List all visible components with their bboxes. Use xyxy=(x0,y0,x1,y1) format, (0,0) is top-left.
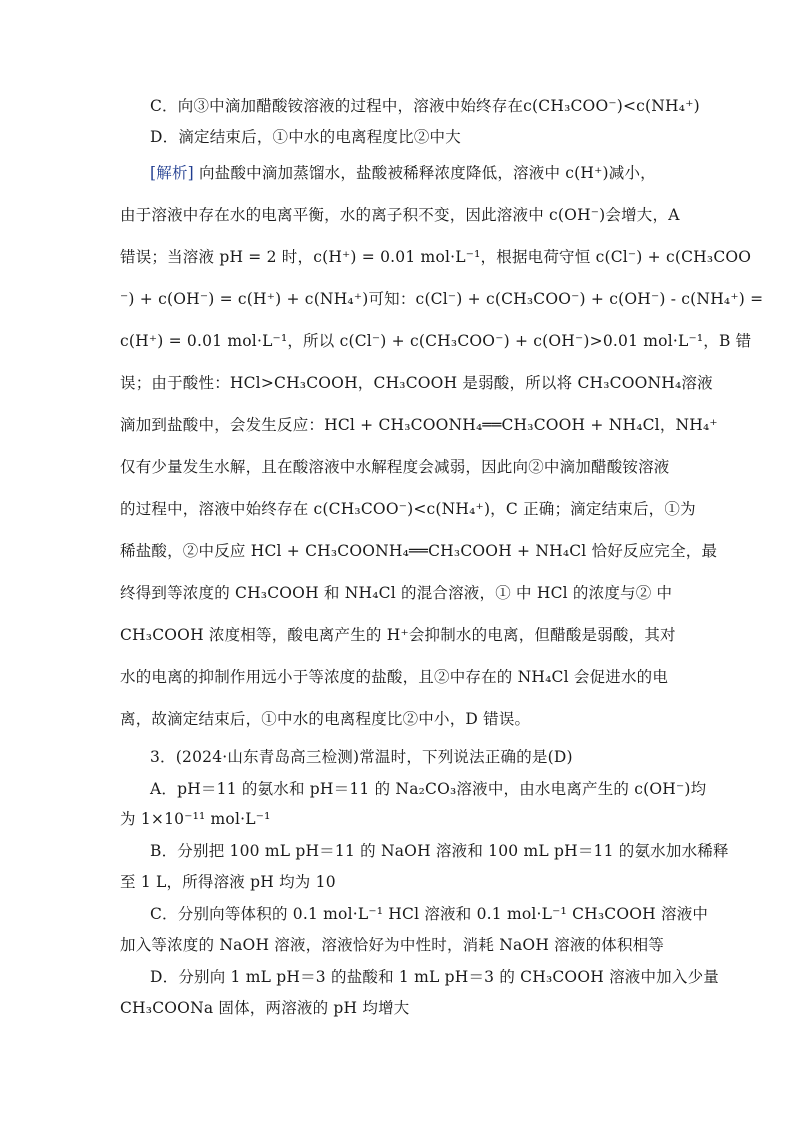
analysis-line-14: 离，故滴定结束后，①中水的电离程度比②中小，D 错误。 xyxy=(120,710,531,728)
option-c-line: C．向③中滴加醋酸铵溶液的过程中，溶液中始终存在c(CH₃COO⁻)<c(NH₄⁺) xyxy=(150,97,700,115)
analysis-line-9: 的过程中，溶液中始终存在 c(CH₃COO⁻)<c(NH₄⁺)，C 正确；滴定结束后，①为 xyxy=(120,500,696,518)
analysis-line-6: 误；由于酸性：HCl>CH₃COOH，CH₃COOH 是弱酸，所以将 CH₃COONH₄溶液 xyxy=(120,374,713,392)
option-d3-line-1: D．分别向 1 mL pH＝3 的盐酸和 1 mL pH＝3 的 CH₃COOH 溶液中加入少量 xyxy=(150,968,719,986)
option-b-line-1: B．分别把 100 mL pH＝11 的 NaOH 溶液和 100 mL pH＝11 的氨水加水稀释 xyxy=(150,842,729,860)
analysis-tag: [解析] xyxy=(150,164,194,182)
option-a-line-2: 为 1×10⁻¹¹ mol·L⁻¹ xyxy=(120,810,271,828)
option-b-line-2: 至 1 L，所得溶液 pH 均为 10 xyxy=(120,873,336,891)
analysis-line-12: CH₃COOH 浓度相等，酸电离产生的 H⁺会抑制水的电离，但醋酸是弱酸，其对 xyxy=(120,626,676,644)
question-3-stem: 3．(2024·山东青岛高三检测)常温时，下列说法正确的是(D) xyxy=(150,748,573,766)
option-a-line-1: A．pH＝11 的氨水和 pH＝11 的 Na₂CO₃溶液中，由水电离产生的 c(OH⁻)均 xyxy=(150,780,707,798)
analysis-line-8: 仅有少量发生水解，且在酸溶液中水解程度会减弱，因此向②中滴加醋酸铵溶液 xyxy=(120,458,670,476)
analysis-line-3: 错误；当溶液 pH = 2 时，c(H⁺) = 0.01 mol·L⁻¹，根据电荷守恒 c(Cl⁻) + c(CH₃COO xyxy=(120,248,752,266)
option-c3-line-2: 加入等浓度的 NaOH 溶液，溶液恰好为中性时，消耗 NaOH 溶液的体积相等 xyxy=(120,936,665,954)
option-d-line: D．滴定结束后，①中水的电离程度比②中大 xyxy=(150,128,461,146)
analysis-line-10: 稀盐酸，②中反应 HCl + CH₃COONH₄══CH₃COOH + NH₄Cl 恰好反应完全，最 xyxy=(120,542,718,560)
analysis-line-1 xyxy=(150,163,680,183)
analysis-line-11: 终得到等浓度的 CH₃COOH 和 NH₄Cl 的混合溶液，① 中 HCl 的浓度与② 中 xyxy=(120,584,673,602)
option-d3-line-2: CH₃COONa 固体，两溶液的 pH 均增大 xyxy=(120,999,410,1017)
analysis-line-2: 由于溶液中存在水的电离平衡，水的离子积不变，因此溶液中 c(OH⁻)会增大，A xyxy=(120,206,680,224)
analysis-line-13: 水的电离的抑制作用远小于等浓度的盐酸，且②中存在的 NH₄Cl 会促进水的电 xyxy=(120,668,669,686)
analysis-text: 向盐酸中滴加蒸馏水，盐酸被稀释浓度降低，溶液中 c(H⁺)减小， xyxy=(199,164,656,182)
analysis-line-7: 滴加到盐酸中，会发生反应：HCl + CH₃COONH₄══CH₃COOH + NH₄Cl，NH₄⁺ xyxy=(120,416,718,434)
analysis-line-4: ⁻) + c(OH⁻) = c(H⁺) + c(NH₄⁺)可知：c(Cl⁻) + c(CH₃COO⁻) + c(OH⁻) - c(NH₄⁺) = xyxy=(120,290,764,308)
option-c3-line-1: C．分别向等体积的 0.1 mol·L⁻¹ HCl 溶液和 0.1 mol·L⁻¹ CH₃COOH 溶液中 xyxy=(150,905,709,923)
analysis-line-5: c(H⁺) = 0.01 mol·L⁻¹，所以 c(Cl⁻) + c(CH₃COO⁻) + c(OH⁻)>0.01 mol·L⁻¹，B 错 xyxy=(120,332,752,350)
